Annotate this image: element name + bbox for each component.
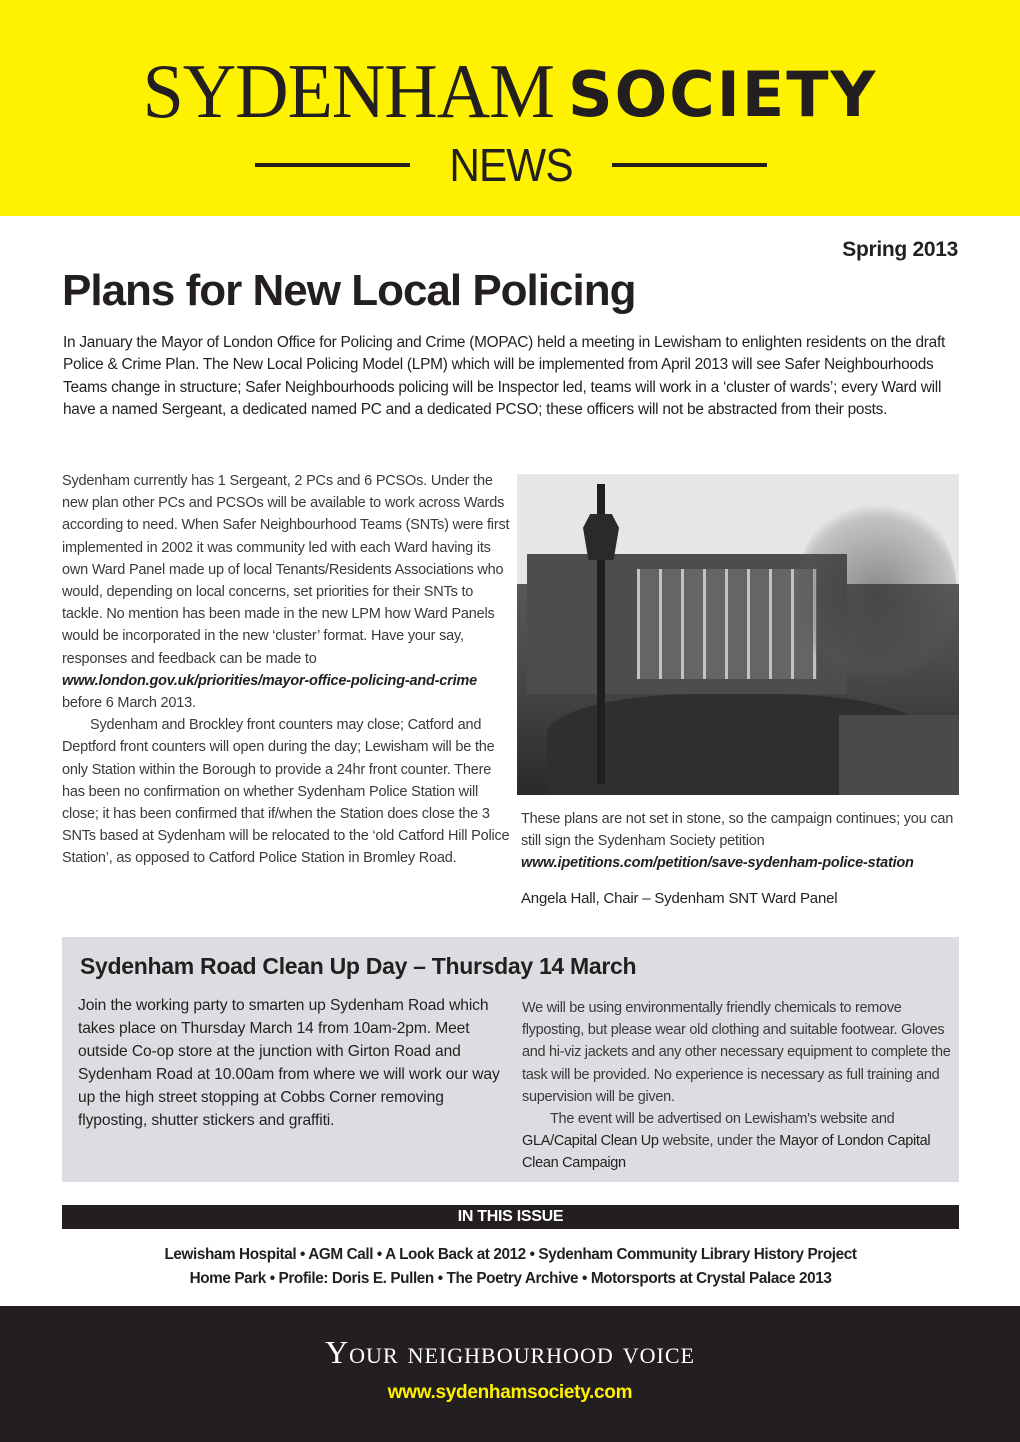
cleanup-right-paragraph-1: We will be using environmentally friendly chemicals to remove flyposting, but please wear old clothing and suitable footwear. Gloves and hi-viz jackets and any other necessary equipment to complete the task will be provided. No experience is necessary as full training and supervision will be given. [522, 1000, 951, 1105]
cleanup-heading: Sydenham Road Clean Up Day – Thursday 14 March [80, 953, 637, 979]
article-signature: Angela Hall, Chair – Sydenham SNT Ward Panel [521, 890, 838, 907]
photo-path [839, 715, 959, 795]
photo-windows [637, 569, 817, 679]
police-station-photo [517, 474, 959, 795]
body-paragraph-2: Sydenham and Brockley front counters may close; Catford and Deptford front counters will open during the day; Lewisham will be the only Station within the Borough to provide a 24hr front counter. There has been no confirmation on whether Sydenham Police Station will close; it has been confirmed that if/when the Station does close the 3 SNTs based at Sydenham will be relocated to the ‘old Catford Hill Police Station’, as opposed to Catford Police Station in Bromley Road. [62, 717, 510, 867]
cleanup-day-box [62, 937, 959, 1182]
masthead-title-society: SOCIETY [567, 58, 878, 131]
issue-list-line-2: Home Park • Profile: Doris E. Pullen • The Poetry Archive • Motorsports at Crystal Palace 2013 [189, 1270, 832, 1287]
mopac-link[interactable]: www.london.gov.uk/priorities/mayor-office-policing-and-crime [62, 672, 477, 689]
police-lamp-head-icon [583, 514, 619, 560]
cleanup-right-paragraph-2 [522, 1108, 952, 1175]
masthead [0, 0, 1020, 216]
issue-list-line-1: Lewisham Hospital • AGM Call • A Look Back at 2012 • Sydenham Community Library History Project [164, 1246, 857, 1263]
photo-tree [797, 494, 957, 694]
campaign-text-body: These plans are not set in stone, so the campaign continues; you can still sign the Sydenham Society petition [521, 811, 954, 849]
gla-clean-up-ref: GLA/Capital Clean Up [522, 1133, 659, 1150]
masthead-news-row [46, 140, 976, 190]
body-paragraph-1-text: Sydenham currently has 1 Sergeant, 2 PCs and 6 PCSOs. Under the new plan other PCs and PCSOs will be available to work across Wards according to need. When Safer Neighbourhood Teams (SNTs) were first implemented in 2002 it was community led with each Ward having its own Ward Panel made up of local Tenants/Residents Associations who would, depending on local concerns, set priorities for their SNTs to tackle. No mention has been made in the new LPM how Ward Panels would be incorporated in the new ‘cluster’ format. Have your say, responses and feedback can be made to [62, 473, 510, 667]
in-this-issue-list [62, 1243, 959, 1291]
lead-article-body [62, 470, 512, 870]
cleanup-p2-text-c: website, under the [658, 1133, 780, 1150]
footer [0, 1306, 1020, 1442]
cleanup-p2-text-a: The event will be advertised on Lewisham's website and [550, 1111, 895, 1128]
petition-link[interactable]: www.ipetitions.com/petition/save-sydenham-police-station [521, 855, 914, 871]
masthead-title [45, 48, 975, 136]
masthead-subtitle-news: NEWS [449, 139, 573, 191]
cleanup-right-text [522, 997, 952, 1175]
issue-date: Spring 2013 [842, 238, 958, 261]
campaign-text [521, 808, 966, 874]
masthead-title-sydenham: SYDENHAM [142, 48, 554, 136]
footer-slogan: Your neighbourhood voice [325, 1334, 695, 1370]
left-rule-divider [255, 163, 410, 167]
lead-article-intro: In January the Mayor of London Office for Policing and Crime (MOPAC) held a meeting in Lewisham to enlighten residents on the draft Police & Crime Plan. The New Local Policing Model (LPM) which will be implemented from April 2013 will see Safer Neighbourhoods Teams change in structure; Safer Neighbourhoods policing will be Inspector led, teams will work in a ‘cluster of wards’; every Ward will have a named Sergeant, a dedicated named PC and a dedicated PCSO; these officers will not be abstracted from their posts. [63, 334, 946, 419]
in-this-issue-bar: IN THIS ISSUE [62, 1205, 959, 1229]
mayor-campaign-ref: Mayor of London Capital Clean Campaign [522, 1133, 931, 1172]
cleanup-left-text: Join the working party to smarten up Sydenham Road which takes place on Thursday March 14 from 10am-2pm. Meet outside Co-op store at the junction with Girton Road and Sydenham Road at 10.00am from where we will work our way up the high street stopping at Cobbs Corner removing flyposting, shutter stickers and graffiti. [78, 997, 500, 1129]
body-paragraph-1-deadline: before 6 March 2013. [62, 695, 196, 712]
right-rule-divider [612, 163, 767, 167]
lead-article-heading: Plans for New Local Policing [62, 266, 636, 315]
website-link[interactable]: www.sydenhamsociety.com [387, 1382, 633, 1403]
body-paragraph-1 [62, 470, 512, 714]
